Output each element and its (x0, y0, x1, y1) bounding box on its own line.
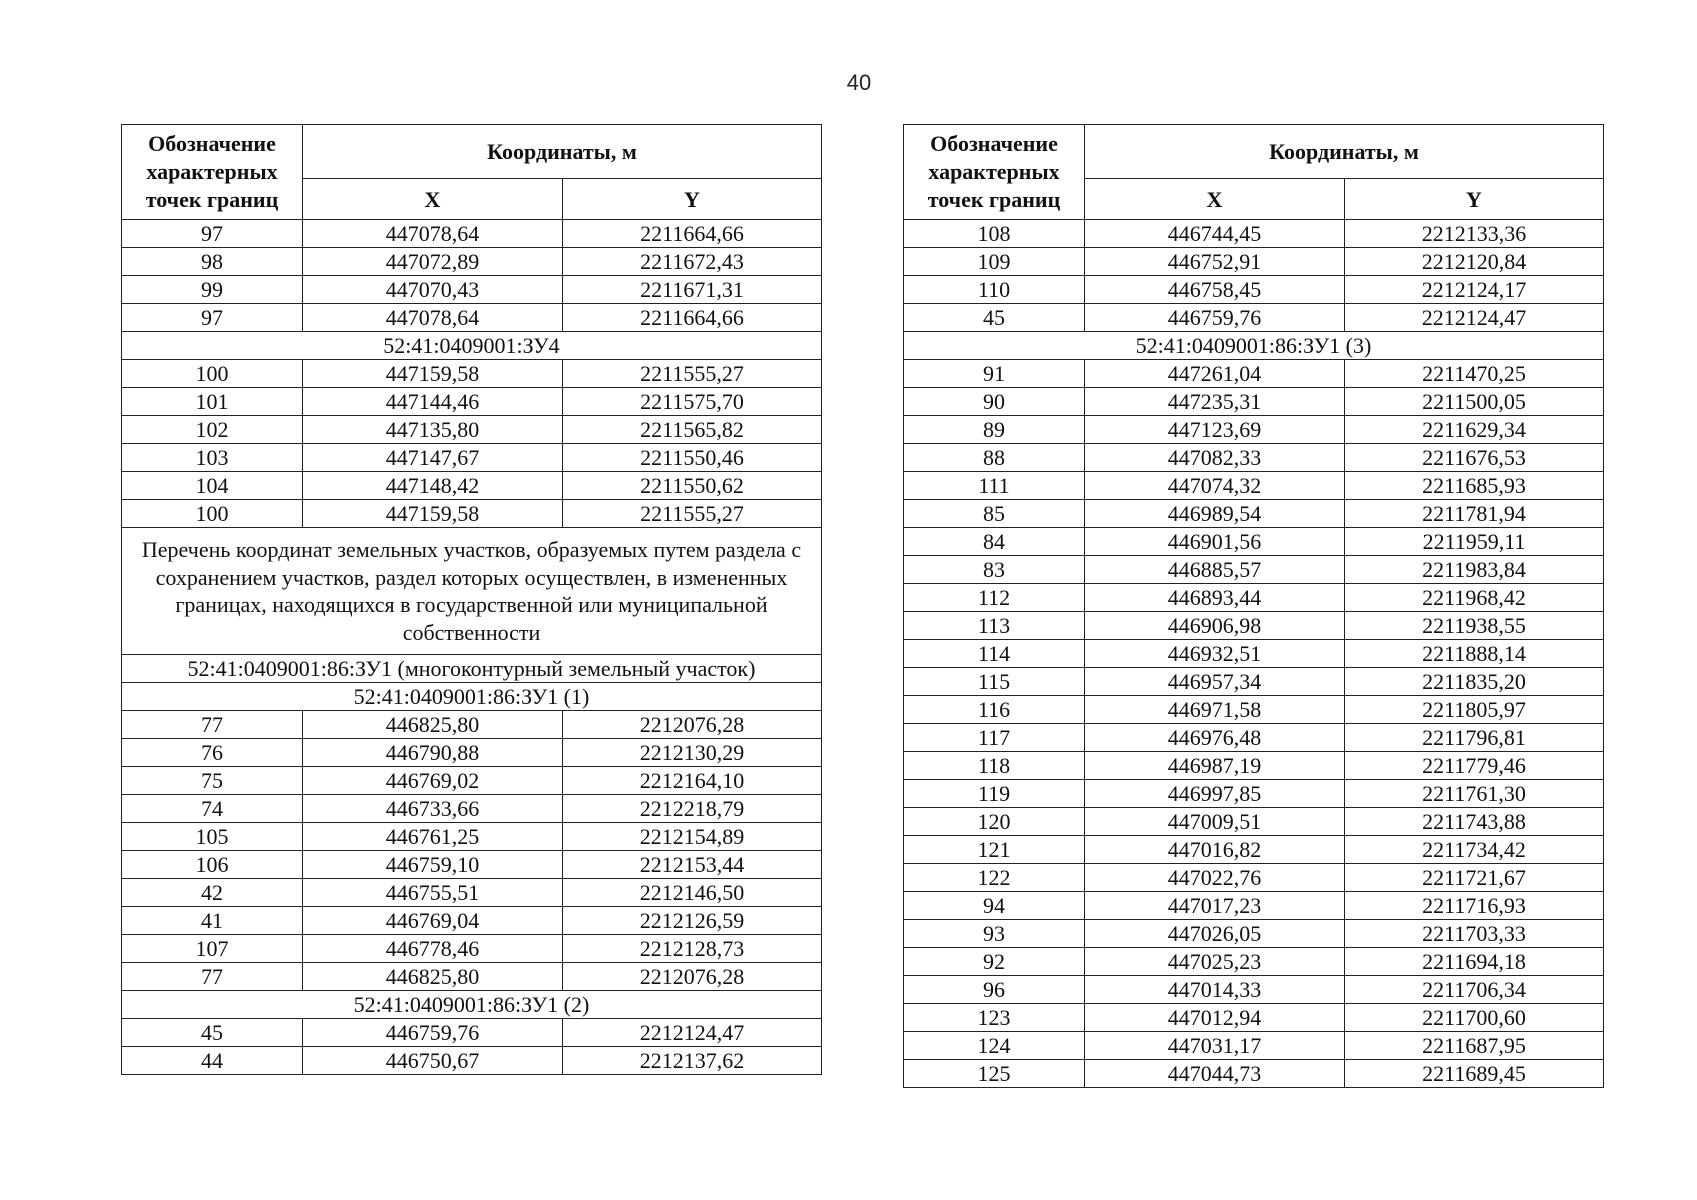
point-cell: 77 (122, 963, 303, 991)
y-cell: 2212137,62 (563, 1047, 822, 1075)
y-cell: 2211968,42 (1345, 584, 1604, 612)
table-row (904, 976, 1604, 1004)
x-cell: 446906,98 (1085, 612, 1345, 640)
y-cell: 2211716,93 (1345, 892, 1604, 920)
table-row (122, 935, 822, 963)
y-cell: 2212146,50 (563, 879, 822, 907)
y-cell: 2211743,88 (1345, 808, 1604, 836)
y-cell: 2211676,53 (1345, 444, 1604, 472)
table-row (904, 220, 1604, 248)
x-cell: 447159,58 (303, 500, 563, 528)
point-cell: 114 (904, 640, 1085, 668)
table-row (122, 388, 822, 416)
point-cell: 76 (122, 739, 303, 767)
table-row (904, 808, 1604, 836)
y-cell: 2212133,36 (1345, 220, 1604, 248)
header-y: Y (563, 179, 822, 220)
x-cell: 447235,31 (1085, 388, 1345, 416)
y-cell: 2211500,05 (1345, 388, 1604, 416)
y-cell: 2211888,14 (1345, 640, 1604, 668)
point-cell: 109 (904, 248, 1085, 276)
point-cell: 91 (904, 360, 1085, 388)
point-cell: 103 (122, 444, 303, 472)
y-cell: 2212124,17 (1345, 276, 1604, 304)
table-row (122, 416, 822, 444)
table-row (904, 304, 1604, 332)
x-cell: 446893,44 (1085, 584, 1345, 612)
table-row (904, 892, 1604, 920)
table-row (122, 276, 822, 304)
x-cell: 447159,58 (303, 360, 563, 388)
left-table-body (122, 220, 822, 1075)
table-row (122, 907, 822, 935)
x-cell: 446759,10 (303, 851, 563, 879)
table-row (904, 388, 1604, 416)
point-cell: 90 (904, 388, 1085, 416)
x-cell: 447070,43 (303, 276, 563, 304)
x-cell: 446976,48 (1085, 724, 1345, 752)
x-cell: 447078,64 (303, 220, 563, 248)
y-cell: 2211671,31 (563, 276, 822, 304)
point-cell: 77 (122, 711, 303, 739)
table-row (904, 668, 1604, 696)
paragraph-row (122, 528, 822, 655)
x-cell: 446752,91 (1085, 248, 1345, 276)
right-table-body (904, 220, 1604, 1088)
table-row (122, 472, 822, 500)
point-cell: 118 (904, 752, 1085, 780)
x-cell: 446989,54 (1085, 500, 1345, 528)
x-cell: 446761,25 (303, 823, 563, 851)
table-row (122, 963, 822, 991)
table-row (904, 920, 1604, 948)
y-cell: 2211706,34 (1345, 976, 1604, 1004)
y-cell: 2211629,34 (1345, 416, 1604, 444)
y-cell: 2211687,95 (1345, 1032, 1604, 1060)
point-cell: 99 (122, 276, 303, 304)
point-cell: 44 (122, 1047, 303, 1075)
table-row (904, 640, 1604, 668)
header-point-label: Обозначение характерных точек границ (122, 125, 303, 220)
point-cell: 124 (904, 1032, 1085, 1060)
parcel-id: 52:41:0409001:86:ЗУ1 (многоконтурный земельный участок) (122, 655, 822, 683)
x-cell: 447009,51 (1085, 808, 1345, 836)
section-row (122, 991, 822, 1019)
y-cell: 2212154,89 (563, 823, 822, 851)
y-cell: 2211734,42 (1345, 836, 1604, 864)
x-cell: 447026,05 (1085, 920, 1345, 948)
y-cell: 2211689,45 (1345, 1060, 1604, 1088)
y-cell: 2211664,66 (563, 220, 822, 248)
y-cell: 2211779,46 (1345, 752, 1604, 780)
y-cell: 2211761,30 (1345, 780, 1604, 808)
x-cell: 447148,42 (303, 472, 563, 500)
x-cell: 447016,82 (1085, 836, 1345, 864)
point-cell: 97 (122, 304, 303, 332)
y-cell: 2211694,18 (1345, 948, 1604, 976)
point-cell: 119 (904, 780, 1085, 808)
point-cell: 107 (122, 935, 303, 963)
x-cell: 446759,76 (1085, 304, 1345, 332)
section-row (122, 332, 822, 360)
table-row (904, 556, 1604, 584)
point-cell: 101 (122, 388, 303, 416)
table-row (122, 823, 822, 851)
point-cell: 117 (904, 724, 1085, 752)
point-cell: 98 (122, 248, 303, 276)
x-cell: 447025,23 (1085, 948, 1345, 976)
list-description: Перечень координат земельных участков, образуемых путем раздела с сохранением участков, раздел которых осуществлен, в измененных границах, находящихся в государственной или муниципальной собственности (122, 528, 822, 655)
page-number: 40 (846, 70, 872, 95)
section-row (122, 655, 822, 683)
y-cell: 2211470,25 (1345, 360, 1604, 388)
x-cell: 446778,46 (303, 935, 563, 963)
table-row (904, 864, 1604, 892)
y-cell: 2212076,28 (563, 963, 822, 991)
y-cell: 2211703,33 (1345, 920, 1604, 948)
point-cell: 88 (904, 444, 1085, 472)
point-cell: 45 (904, 304, 1085, 332)
point-cell: 100 (122, 360, 303, 388)
x-cell: 447072,89 (303, 248, 563, 276)
table-row (904, 528, 1604, 556)
y-cell: 2212076,28 (563, 711, 822, 739)
point-cell: 93 (904, 920, 1085, 948)
x-cell: 447012,94 (1085, 1004, 1345, 1032)
y-cell: 2211565,82 (563, 416, 822, 444)
y-cell: 2211550,62 (563, 472, 822, 500)
header-coordinates: Координаты, м (1085, 125, 1604, 179)
point-cell: 84 (904, 528, 1085, 556)
x-cell: 447044,73 (1085, 1060, 1345, 1088)
table-row (904, 780, 1604, 808)
point-cell: 102 (122, 416, 303, 444)
x-cell: 446733,66 (303, 795, 563, 823)
point-cell: 41 (122, 907, 303, 935)
y-cell: 2211805,97 (1345, 696, 1604, 724)
x-cell: 446997,85 (1085, 780, 1345, 808)
x-cell: 446885,57 (1085, 556, 1345, 584)
header-x: X (1085, 179, 1345, 220)
point-cell: 75 (122, 767, 303, 795)
table-row (904, 696, 1604, 724)
table-row (122, 851, 822, 879)
table-row (904, 500, 1604, 528)
x-cell: 446932,51 (1085, 640, 1345, 668)
point-cell: 104 (122, 472, 303, 500)
table-row (904, 584, 1604, 612)
header-coordinates: Координаты, м (303, 125, 822, 179)
table-row (904, 1004, 1604, 1032)
point-cell: 96 (904, 976, 1085, 1004)
x-cell: 447144,46 (303, 388, 563, 416)
table-row (904, 948, 1604, 976)
x-cell: 446769,02 (303, 767, 563, 795)
y-cell: 2211664,66 (563, 304, 822, 332)
table-row (904, 1032, 1604, 1060)
y-cell: 2212124,47 (1345, 304, 1604, 332)
table-row (122, 767, 822, 795)
point-cell: 89 (904, 416, 1085, 444)
table-row (122, 500, 822, 528)
x-cell: 446758,45 (1085, 276, 1345, 304)
y-cell: 2211685,93 (1345, 472, 1604, 500)
point-cell: 122 (904, 864, 1085, 892)
coordinates-table-right (903, 124, 1604, 1088)
table-row (904, 836, 1604, 864)
table-row (122, 879, 822, 907)
point-cell: 97 (122, 220, 303, 248)
x-cell: 446901,56 (1085, 528, 1345, 556)
x-cell: 447031,17 (1085, 1032, 1345, 1060)
x-cell: 447135,80 (303, 416, 563, 444)
table-row (904, 752, 1604, 780)
point-cell: 100 (122, 500, 303, 528)
x-cell: 447261,04 (1085, 360, 1345, 388)
point-cell: 110 (904, 276, 1085, 304)
x-cell: 446957,34 (1085, 668, 1345, 696)
x-cell: 446755,51 (303, 879, 563, 907)
x-cell: 447078,64 (303, 304, 563, 332)
x-cell: 447123,69 (1085, 416, 1345, 444)
point-cell: 42 (122, 879, 303, 907)
x-cell: 447022,76 (1085, 864, 1345, 892)
table-row (904, 724, 1604, 752)
point-cell: 45 (122, 1019, 303, 1047)
section-row (904, 332, 1604, 360)
table-row (122, 739, 822, 767)
table-row (904, 276, 1604, 304)
header-y: Y (1345, 179, 1604, 220)
header-point-label: Обозначение характерных точек границ (904, 125, 1085, 220)
y-cell: 2211959,11 (1345, 528, 1604, 556)
point-cell: 105 (122, 823, 303, 851)
x-cell: 446744,45 (1085, 220, 1345, 248)
y-cell: 2211796,81 (1345, 724, 1604, 752)
y-cell: 2212120,84 (1345, 248, 1604, 276)
table-row (904, 612, 1604, 640)
y-cell: 2212124,47 (563, 1019, 822, 1047)
table-row (904, 360, 1604, 388)
y-cell: 2211781,94 (1345, 500, 1604, 528)
table-row (122, 711, 822, 739)
point-cell: 94 (904, 892, 1085, 920)
table-row (904, 444, 1604, 472)
point-cell: 74 (122, 795, 303, 823)
x-cell: 446971,58 (1085, 696, 1345, 724)
x-cell: 447147,67 (303, 444, 563, 472)
y-cell: 2212126,59 (563, 907, 822, 935)
x-cell: 447014,33 (1085, 976, 1345, 1004)
table-row (122, 360, 822, 388)
point-cell: 106 (122, 851, 303, 879)
table-row (122, 444, 822, 472)
y-cell: 2212128,73 (563, 935, 822, 963)
parcel-id: 52:41:0409001:86:ЗУ1 (1) (122, 683, 822, 711)
header-x: X (303, 179, 563, 220)
y-cell: 2212218,79 (563, 795, 822, 823)
y-cell: 2211672,43 (563, 248, 822, 276)
y-cell: 2211555,27 (563, 500, 822, 528)
table-row (904, 416, 1604, 444)
point-cell: 113 (904, 612, 1085, 640)
table-row (122, 795, 822, 823)
point-cell: 111 (904, 472, 1085, 500)
y-cell: 2212153,44 (563, 851, 822, 879)
table-row (122, 1047, 822, 1075)
point-cell: 123 (904, 1004, 1085, 1032)
table-row (122, 220, 822, 248)
x-cell: 446759,76 (303, 1019, 563, 1047)
y-cell: 2211835,20 (1345, 668, 1604, 696)
y-cell: 2211983,84 (1345, 556, 1604, 584)
point-cell: 92 (904, 948, 1085, 976)
coordinates-table-left (121, 124, 822, 1075)
x-cell: 446825,80 (303, 963, 563, 991)
x-cell: 446790,88 (303, 739, 563, 767)
point-cell: 121 (904, 836, 1085, 864)
table-row (122, 304, 822, 332)
parcel-id: 52:41:0409001:86:ЗУ1 (3) (904, 332, 1604, 360)
table-row (904, 472, 1604, 500)
y-cell: 2211550,46 (563, 444, 822, 472)
point-cell: 83 (904, 556, 1085, 584)
y-cell: 2212130,29 (563, 739, 822, 767)
parcel-id: 52:41:0409001:86:ЗУ1 (2) (122, 991, 822, 1019)
y-cell: 2211575,70 (563, 388, 822, 416)
y-cell: 2211700,60 (1345, 1004, 1604, 1032)
x-cell: 447074,32 (1085, 472, 1345, 500)
y-cell: 2212164,10 (563, 767, 822, 795)
parcel-id: 52:41:0409001:ЗУ4 (122, 332, 822, 360)
point-cell: 108 (904, 220, 1085, 248)
table-row (122, 1019, 822, 1047)
x-cell: 446769,04 (303, 907, 563, 935)
point-cell: 115 (904, 668, 1085, 696)
point-cell: 112 (904, 584, 1085, 612)
y-cell: 2211721,67 (1345, 864, 1604, 892)
y-cell: 2211555,27 (563, 360, 822, 388)
x-cell: 447082,33 (1085, 444, 1345, 472)
point-cell: 120 (904, 808, 1085, 836)
point-cell: 116 (904, 696, 1085, 724)
y-cell: 2211938,55 (1345, 612, 1604, 640)
x-cell: 446825,80 (303, 711, 563, 739)
table-row (904, 1060, 1604, 1088)
x-cell: 446987,19 (1085, 752, 1345, 780)
point-cell: 125 (904, 1060, 1085, 1088)
table-row (904, 248, 1604, 276)
table-row (122, 248, 822, 276)
x-cell: 446750,67 (303, 1047, 563, 1075)
section-row (122, 683, 822, 711)
x-cell: 447017,23 (1085, 892, 1345, 920)
point-cell: 85 (904, 500, 1085, 528)
